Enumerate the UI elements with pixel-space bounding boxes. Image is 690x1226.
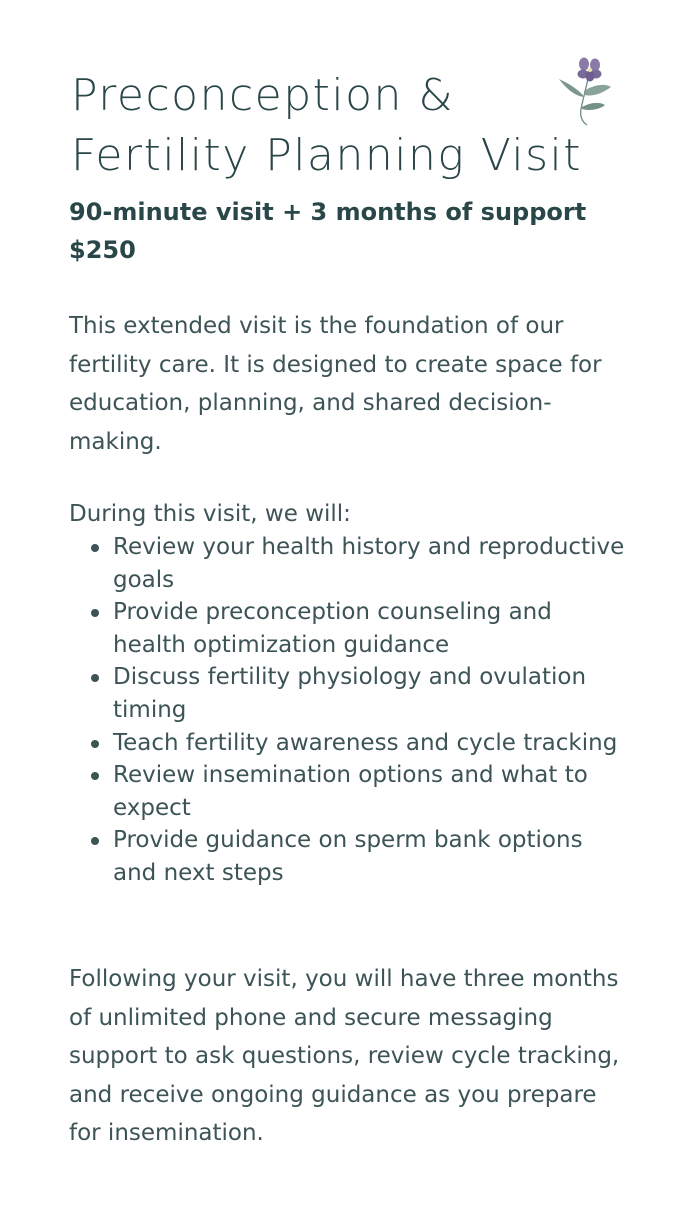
list-item-text: Discuss fertility physiology and ovulation timing: [113, 664, 587, 723]
list-item: [69, 531, 629, 596]
during-visit-heading: During this visit, we will:: [69, 501, 351, 527]
service-title: [71, 66, 631, 186]
list-item: [69, 727, 629, 760]
service-title-line: Fertility Planning Visit: [71, 130, 583, 181]
service-duration: 90-minute visit + 3 months of support: [69, 198, 587, 226]
list-item-text: Teach fertility awareness and cycle tracking: [113, 729, 618, 756]
bullet-icon: [91, 544, 99, 552]
list-item-text: Review your health history and reproductive goals: [113, 534, 625, 593]
service-intro: This extended visit is the foundation of our fertility care. It is designed to create space for education, planning, and shared decision-making.: [69, 313, 602, 455]
service-followup: Following your visit, you will have three months of unlimited phone and secure messaging support to ask questions, review cycle tracking, and receive ongoing guidance as you prepare for insemination.: [69, 966, 620, 1146]
list-item-text: Review insemination options and what to expect: [113, 762, 588, 821]
list-item: [69, 596, 629, 661]
list-item: [69, 824, 629, 889]
violet-flower-icon: [553, 55, 617, 127]
bullet-icon: [91, 674, 99, 682]
bullet-icon: [91, 837, 99, 845]
service-details: [69, 193, 586, 269]
visit-activities-list: [69, 531, 629, 890]
list-item: [69, 661, 629, 726]
bullet-icon: [91, 740, 99, 748]
list-item-text: Provide preconception counseling and health optimization guidance: [113, 599, 552, 658]
service-price: $250: [69, 236, 136, 264]
bullet-icon: [91, 772, 99, 780]
bullet-icon: [91, 609, 99, 617]
service-title-line: Preconception &: [71, 70, 455, 121]
list-item-text: Provide guidance on sperm bank options and next steps: [113, 827, 583, 886]
list-item: [69, 759, 629, 824]
